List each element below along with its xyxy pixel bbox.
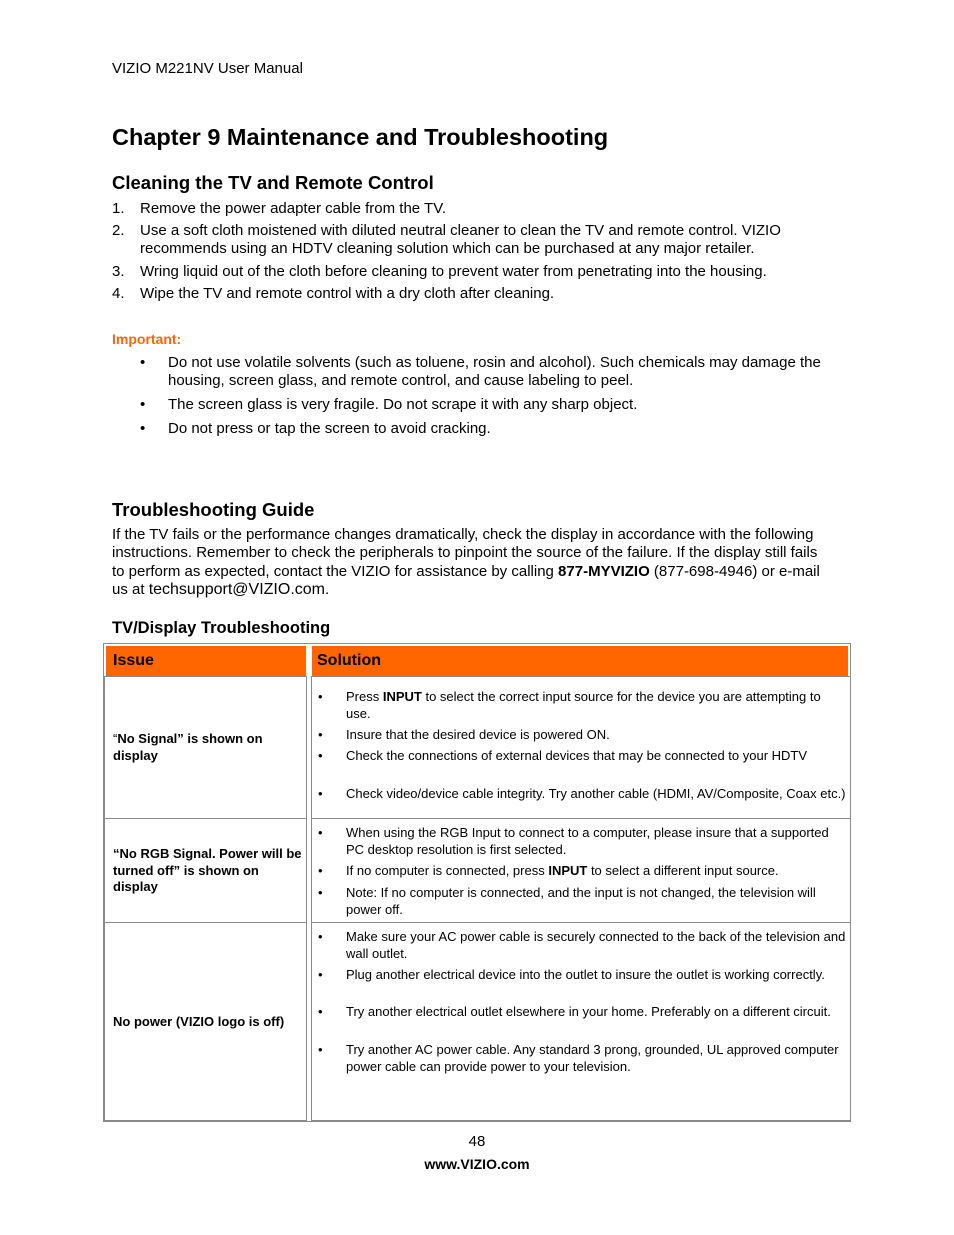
running-header: VIZIO M221NV User Manual: [112, 60, 303, 77]
tv-display-subheading: TV/Display Troubleshooting: [112, 619, 331, 637]
chapter-title: Chapter 9 Maintenance and Troubleshooting: [112, 124, 609, 150]
step-text: Use a soft cloth moistened with diluted neutral cleaner to clean the TV and remote control. VIZIO recommends using an HDTV cleaning solution which can be purchased at any major retailer.: [140, 222, 781, 257]
solution-text: Try another AC power cable. Any standard 3 prong, grounded, UL approved computer power cable can provide power to your television.: [346, 1042, 839, 1074]
bullet-text: Do not press or tap the screen to avoid cracking.: [168, 420, 491, 437]
solution-text: Try another electrical outlet elsewhere in your home. Preferably on a different circuit.: [346, 1004, 831, 1019]
solution-text: Insure that the desired device is powered ON.: [346, 727, 610, 742]
issue-label: No power (VIZIO logo is off): [113, 1014, 285, 1029]
troubleshooting-table: [103, 643, 851, 1122]
bullet-text: Do not use volatile solvents (such as toluene, rosin and alcohol). Such chemicals may damage the housing, screen glass, and remote control, and cause labeling to peel.: [168, 354, 821, 389]
intro-text-end: .: [325, 580, 330, 598]
column-header: Solution: [317, 652, 381, 669]
intro-text-mid: (877-698-4946) or e-mail us at: [112, 562, 820, 598]
table-header-solution: [312, 646, 848, 676]
step-text: Wring liquid out of the cloth before cleaning to prevent water from penetrating into the housing.: [140, 263, 767, 280]
support-phone: 877-MYVIZIO: [558, 562, 650, 580]
step-text: Wipe the TV and remote control with a dry cloth after cleaning.: [140, 285, 555, 302]
table-row-3-issue: [104, 922, 307, 1121]
issue-label: “No RGB Signal. Power will be turned off” is shown on display: [113, 846, 302, 894]
solution-text: Note: If no computer is connected, and the input is not changed, the television will power off.: [346, 885, 816, 917]
bullet-icon: •: [140, 396, 146, 413]
table-row-1-issue: [104, 676, 307, 819]
bullet-icon: •: [318, 885, 323, 900]
bullet-icon: •: [318, 967, 323, 982]
solution-text: Check video/device cable integrity. Try another cable (HDMI, AV/Composite, Coax etc.): [346, 786, 846, 801]
solution-text: Make sure your AC power cable is securely connected to the back of the television and wall outlet.: [346, 929, 846, 961]
issue-label: No Signal” is shown on display: [113, 731, 263, 763]
step-number: 1.: [112, 200, 125, 217]
support-email: techsupport@VIZIO.com: [148, 580, 325, 598]
step-number: 3.: [112, 263, 125, 280]
table-row-2-issue: [104, 818, 307, 923]
page-number: 48: [468, 1133, 486, 1150]
step-text: Remove the power adapter cable from the TV.: [140, 200, 447, 217]
step-number: 4.: [112, 285, 125, 302]
table-header-issue: [106, 646, 306, 676]
issue-text: [113, 731, 298, 764]
bullet-text: The screen glass is very fragile. Do not scrape it with any sharp object.: [168, 396, 638, 413]
solution-text: Press INPUT to select the correct input source for the device you are attempting to use.: [346, 689, 821, 721]
cleaning-heading: Cleaning the TV and Remote Control: [112, 172, 434, 193]
bullet-icon: •: [318, 863, 323, 878]
bullet-icon: •: [318, 1042, 323, 1057]
intro-text: If the TV fails or the performance changes dramatically, check the display in accordance with the following instructions. Remember to check the peripherals to pinpoint the source of the failure. If the display still fails to perform as expected, contact the VIZIO for assistance by calling: [112, 526, 818, 580]
bullet-icon: •: [140, 354, 146, 371]
solution-text: If no computer is connected, press INPUT to select a different input source.: [346, 863, 779, 878]
column-header: Issue: [113, 652, 154, 669]
table-row-3-solution: [311, 922, 851, 1121]
issue-quote: “: [113, 731, 118, 746]
important-label: Important:: [112, 331, 182, 347]
step-number: 2.: [112, 222, 125, 239]
solution-text: Check the connections of external devices that may be connected to your HDTV: [346, 748, 808, 763]
bullet-icon: •: [318, 727, 323, 742]
bullet-icon: •: [318, 825, 323, 840]
bullet-icon: •: [318, 748, 323, 763]
table-row-2-solution: [311, 818, 851, 923]
table-row-1-solution: [311, 676, 851, 819]
footer-url[interactable]: www.VIZIO.com: [424, 1156, 530, 1172]
troubleshooting-intro: [112, 526, 832, 599]
bullet-icon: •: [140, 420, 146, 437]
troubleshooting-heading: Troubleshooting Guide: [112, 499, 315, 520]
bullet-icon: •: [318, 786, 323, 801]
solution-text: When using the RGB Input to connect to a computer, please insure that a supported PC desktop resolution is first selected.: [346, 825, 829, 857]
bullet-icon: •: [318, 689, 323, 704]
bullet-icon: •: [318, 929, 323, 944]
bullet-icon: •: [318, 1004, 323, 1019]
solution-text: Plug another electrical device into the outlet to insure the outlet is working correctly.: [346, 967, 825, 982]
